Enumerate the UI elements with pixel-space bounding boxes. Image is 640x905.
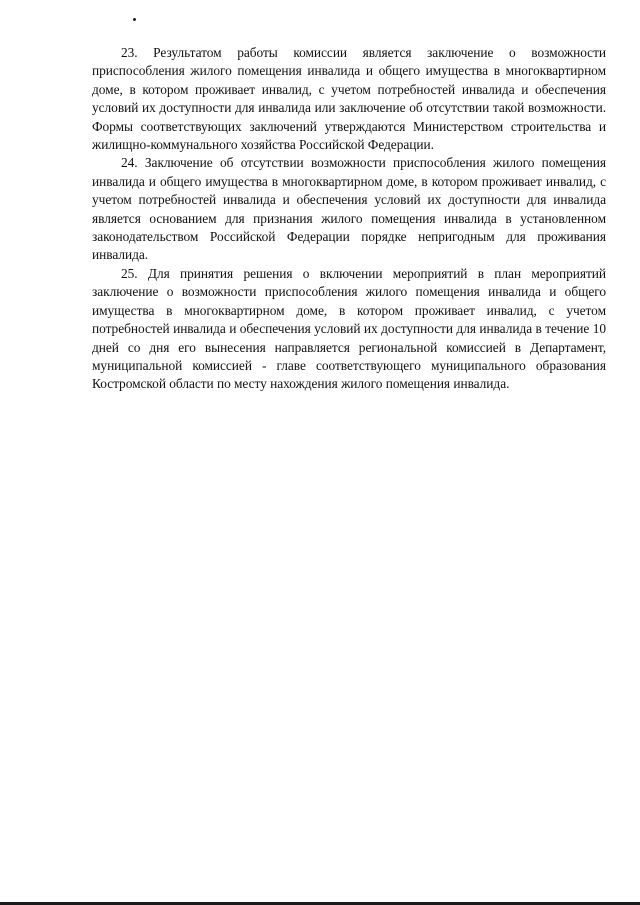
paragraph-23: 23. Результатом работы комиссии является заключение о возможности приспособления жилого помещения инвалида и общего имущества в многоквартирном доме, в котором проживает инвалид, с учетом потребностей инвалида и обеспечения условий их доступности для инвалида или заключение об отсутствии такой возможности. Формы соответствующих заключений утверждаются Министерством строительства и жилищно-коммунального хозяйства Российской Федерации. — [92, 45, 606, 153]
paragraph-25: 25. Для принятия решения о включении мероприятий в план мероприятий заключение о возможности приспособления жилого помещения инвалида и общего имущества в многоквартирном доме, в котором проживает инвалид, с учетом потребностей инвалида и обеспечения условий их доступности для инвалида в течение 10 дней со дня его вынесения направляется региональной комиссией в Департамент, муниципальной комиссией - главе соответствующего муниципального образования Костромской области по месту нахождения жилого помещения инвалида. — [92, 265, 606, 392]
scan-speck — [133, 18, 136, 21]
paragraph-24: 24. Заключение об отсутствии возможности приспособления жилого помещения инвалида и общего имущества в многоквартирном доме, в котором проживает инвалид, с учетом потребностей инвалида и обеспечения условий их доступности для инвалида является основанием для признания жилого помещения инвалида в установленном законодательством Российской Федерации порядке непригодным для проживания инвалида. — [92, 155, 606, 263]
document-body — [92, 44, 606, 394]
